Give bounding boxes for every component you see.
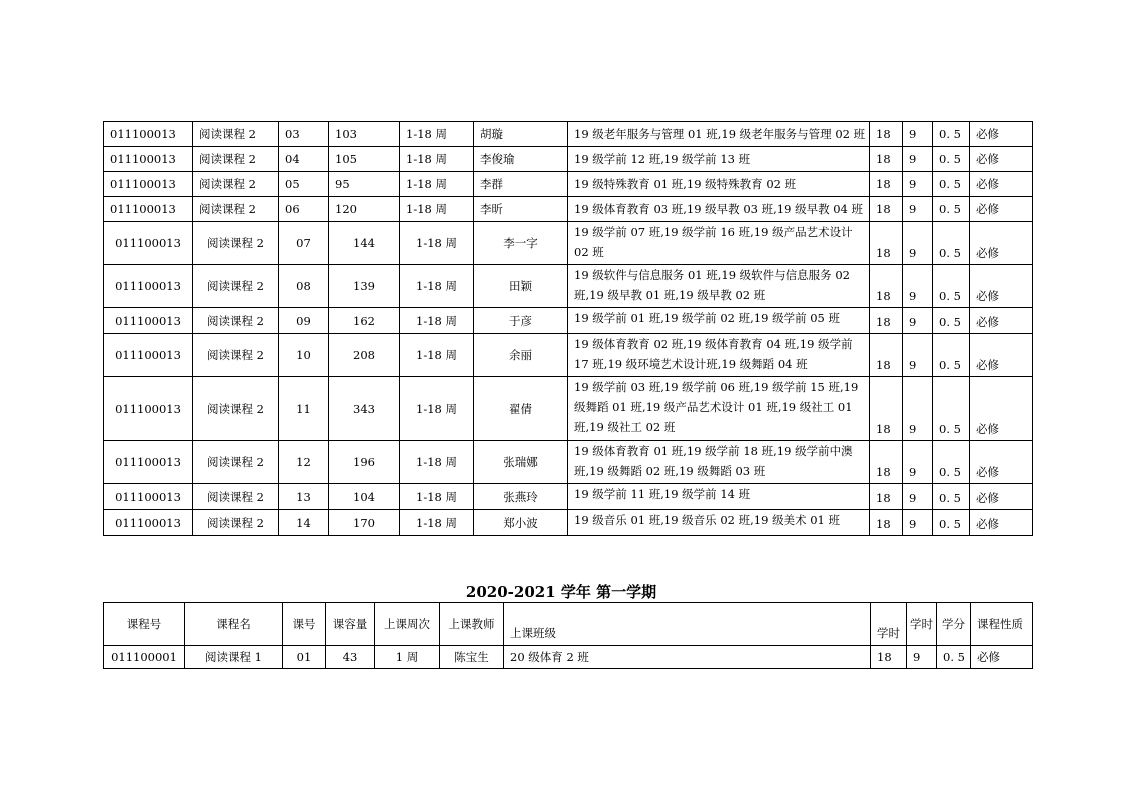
header-course-no: 课号: [283, 603, 326, 646]
cell-classes: 19 级音乐 01 班,19 级音乐 02 班,19 级美术 01 班: [568, 510, 870, 536]
cell-code: 011100013: [104, 377, 193, 441]
cell-teacher: 于彦: [474, 308, 568, 334]
cell-weeks: 1-18 周: [400, 334, 474, 377]
cell-capacity: 196: [329, 441, 400, 484]
cell-course-type: 必修: [970, 334, 1033, 377]
cell-name: 阅读课程 2: [193, 222, 279, 265]
cell-name: 阅读课程 2: [193, 172, 279, 197]
cell-hours: 18: [870, 197, 903, 222]
cell-teacher: 陈宝生: [440, 646, 504, 669]
cell-no: 06: [279, 197, 329, 222]
cell-classes: 19 级学前 07 班,19 级学前 16 班,19 级产品艺术设计 02 班: [568, 222, 870, 265]
header-weeks: 上课周次: [375, 603, 440, 646]
cell-capacity: 144: [329, 222, 400, 265]
cell-course-type: 必修: [970, 308, 1033, 334]
cell-teacher: 李昕: [474, 197, 568, 222]
cell-code: 011100013: [104, 222, 193, 265]
cell-weeks: 1-18 周: [400, 172, 474, 197]
table-row: [104, 441, 1033, 484]
cell-no: 03: [279, 122, 329, 147]
cell-no: 05: [279, 172, 329, 197]
table-row: [104, 308, 1033, 334]
cell-code: 011100013: [104, 441, 193, 484]
cell-code: 011100013: [104, 172, 193, 197]
cell-periods: 9: [903, 222, 933, 265]
cell-classes: 20 级体育 2 班: [504, 646, 871, 669]
cell-name: 阅读课程 2: [193, 265, 279, 308]
cell-capacity: 105: [329, 147, 400, 172]
cell-credit: 0. 5: [933, 441, 970, 484]
cell-name: 阅读课程 2: [193, 484, 279, 510]
cell-name: 阅读课程 2: [193, 441, 279, 484]
cell-periods: 9: [903, 484, 933, 510]
course-schedule-table: [103, 121, 1033, 536]
cell-course-type: 必修: [970, 147, 1033, 172]
cell-credit: 0. 5: [933, 377, 970, 441]
cell-name: 阅读课程 2: [193, 122, 279, 147]
course-table-body: [104, 122, 1033, 536]
cell-capacity: 170: [329, 510, 400, 536]
cell-periods: 9: [903, 147, 933, 172]
cell-periods: 9: [903, 441, 933, 484]
cell-periods: 9: [903, 334, 933, 377]
cell-course-type: 必修: [970, 510, 1033, 536]
cell-weeks: 1-18 周: [400, 222, 474, 265]
cell-hours: 18: [870, 510, 903, 536]
cell-code: 011100001: [104, 646, 185, 669]
header-course-name: 课程名: [185, 603, 283, 646]
cell-capacity: 104: [329, 484, 400, 510]
cell-capacity: 120: [329, 197, 400, 222]
cell-credit: 0. 5: [933, 510, 970, 536]
cell-hours: 18: [870, 377, 903, 441]
cell-course-type: 必修: [970, 172, 1033, 197]
cell-classes: 19 级老年服务与管理 01 班,19 级老年服务与管理 02 班: [568, 122, 870, 147]
cell-teacher: 张燕玲: [474, 484, 568, 510]
cell-weeks: 1-18 周: [400, 122, 474, 147]
cell-credit: 0. 5: [933, 308, 970, 334]
cell-hours: 18: [870, 172, 903, 197]
cell-weeks: 1-18 周: [400, 510, 474, 536]
cell-credit: 0. 5: [933, 147, 970, 172]
cell-code: 011100013: [104, 265, 193, 308]
table-header-row: [104, 603, 1033, 646]
cell-weeks: 1 周: [375, 646, 440, 669]
header-classes: 上课班级: [504, 603, 871, 646]
cell-hours: 18: [870, 265, 903, 308]
cell-periods: 9: [903, 197, 933, 222]
cell-name: 阅读课程 2: [193, 510, 279, 536]
cell-teacher: 余丽: [474, 334, 568, 377]
header-capacity: 课容量: [326, 603, 375, 646]
cell-teacher: 张瑞娜: [474, 441, 568, 484]
cell-classes: 19 级软件与信息服务 01 班,19 级软件与信息服务 02 班,19 级早教 01 班,19 级早教 02 班: [568, 265, 870, 308]
cell-name: 阅读课程 2: [193, 147, 279, 172]
cell-code: 011100013: [104, 197, 193, 222]
cell-teacher: 翟倩: [474, 377, 568, 441]
cell-classes: 19 级特殊教育 01 班,19 级特殊教育 02 班: [568, 172, 870, 197]
cell-weeks: 1-18 周: [400, 147, 474, 172]
table-row: [104, 510, 1033, 536]
cell-credit: 0. 5: [933, 484, 970, 510]
table-row: [104, 646, 1033, 669]
table-row: [104, 265, 1033, 308]
cell-credit: 0. 5: [933, 222, 970, 265]
cell-course-type: 必修: [970, 441, 1033, 484]
table-row: [104, 122, 1033, 147]
cell-course-type: 必修: [970, 484, 1033, 510]
table-row: [104, 222, 1033, 265]
table-row: [104, 334, 1033, 377]
semester-title: 2020-2021 学年 第一学期: [465, 583, 657, 601]
cell-no: 14: [279, 510, 329, 536]
cell-classes: 19 级体育教育 01 班,19 级学前 18 班,19 级学前中澳班,19 级舞蹈 02 班,19 级舞蹈 03 班: [568, 441, 870, 484]
cell-no: 13: [279, 484, 329, 510]
cell-no: 10: [279, 334, 329, 377]
cell-capacity: 95: [329, 172, 400, 197]
cell-no: 11: [279, 377, 329, 441]
cell-hours: 18: [870, 147, 903, 172]
header-periods: 学时: [907, 603, 937, 646]
cell-teacher: 李群: [474, 172, 568, 197]
header-course-type: 课程性质: [971, 603, 1033, 646]
cell-teacher: 田颖: [474, 265, 568, 308]
cell-hours: 18: [870, 222, 903, 265]
cell-code: 011100013: [104, 334, 193, 377]
cell-no: 01: [283, 646, 326, 669]
cell-name: 阅读课程 1: [185, 646, 283, 669]
cell-classes: 19 级体育教育 03 班,19 级早教 03 班,19 级早教 04 班: [568, 197, 870, 222]
cell-periods: 9: [903, 122, 933, 147]
cell-no: 09: [279, 308, 329, 334]
cell-capacity: 208: [329, 334, 400, 377]
cell-teacher: 李俊瑜: [474, 147, 568, 172]
cell-name: 阅读课程 2: [193, 334, 279, 377]
cell-no: 12: [279, 441, 329, 484]
table-row: [104, 197, 1033, 222]
header-course-code: 课程号: [104, 603, 185, 646]
cell-classes: 19 级学前 03 班,19 级学前 06 班,19 级学前 15 班,19 级舞蹈 01 班,19 级产品艺术设计 01 班,19 级社工 01 班,19 级社工 02 班: [568, 377, 870, 441]
cell-code: 011100013: [104, 147, 193, 172]
cell-name: 阅读课程 2: [193, 377, 279, 441]
semester-course-table: [103, 602, 1033, 669]
cell-credit: 0. 5: [933, 122, 970, 147]
cell-periods: 9: [903, 510, 933, 536]
cell-capacity: 139: [329, 265, 400, 308]
cell-weeks: 1-18 周: [400, 197, 474, 222]
cell-name: 阅读课程 2: [193, 308, 279, 334]
cell-course-type: 必修: [970, 122, 1033, 147]
cell-course-type: 必修: [970, 377, 1033, 441]
cell-weeks: 1-18 周: [400, 441, 474, 484]
header-teacher: 上课教师: [440, 603, 504, 646]
cell-no: 04: [279, 147, 329, 172]
table-row: [104, 172, 1033, 197]
cell-capacity: 343: [329, 377, 400, 441]
cell-code: 011100013: [104, 122, 193, 147]
table-row: [104, 377, 1033, 441]
cell-hours: 18: [871, 646, 907, 669]
cell-code: 011100013: [104, 484, 193, 510]
cell-weeks: 1-18 周: [400, 265, 474, 308]
cell-hours: 18: [870, 334, 903, 377]
cell-course-type: 必修: [971, 646, 1033, 669]
cell-hours: 18: [870, 441, 903, 484]
cell-credit: 0. 5: [933, 334, 970, 377]
cell-no: 07: [279, 222, 329, 265]
cell-hours: 18: [870, 308, 903, 334]
cell-classes: 19 级学前 12 班,19 级学前 13 班: [568, 147, 870, 172]
cell-no: 08: [279, 265, 329, 308]
cell-credit: 0. 5: [933, 197, 970, 222]
cell-teacher: 胡璇: [474, 122, 568, 147]
cell-credit: 0. 5: [933, 172, 970, 197]
cell-credit: 0. 5: [937, 646, 971, 669]
table-row: [104, 484, 1033, 510]
cell-classes: 19 级体育教育 02 班,19 级体育教育 04 班,19 级学前 17 班,19 级环境艺术设计班,19 级舞蹈 04 班: [568, 334, 870, 377]
table-row: [104, 147, 1033, 172]
cell-hours: 18: [870, 122, 903, 147]
cell-classes: 19 级学前 01 班,19 级学前 02 班,19 级学前 05 班: [568, 308, 870, 334]
cell-capacity: 103: [329, 122, 400, 147]
cell-weeks: 1-18 周: [400, 484, 474, 510]
cell-weeks: 1-18 周: [400, 308, 474, 334]
cell-teacher: 郑小波: [474, 510, 568, 536]
cell-weeks: 1-18 周: [400, 377, 474, 441]
cell-capacity: 162: [329, 308, 400, 334]
cell-teacher: 李一字: [474, 222, 568, 265]
cell-credit: 0. 5: [933, 265, 970, 308]
cell-periods: 9: [903, 172, 933, 197]
cell-periods: 9: [903, 308, 933, 334]
cell-capacity: 43: [326, 646, 375, 669]
cell-name: 阅读课程 2: [193, 197, 279, 222]
cell-periods: 9: [907, 646, 937, 669]
header-hours: 学时: [871, 603, 907, 646]
cell-code: 011100013: [104, 308, 193, 334]
cell-course-type: 必修: [970, 197, 1033, 222]
cell-course-type: 必修: [970, 222, 1033, 265]
cell-course-type: 必修: [970, 265, 1033, 308]
cell-hours: 18: [870, 484, 903, 510]
header-credit: 学分: [937, 603, 971, 646]
cell-periods: 9: [903, 265, 933, 308]
cell-periods: 9: [903, 377, 933, 441]
cell-classes: 19 级学前 11 班,19 级学前 14 班: [568, 484, 870, 510]
cell-code: 011100013: [104, 510, 193, 536]
